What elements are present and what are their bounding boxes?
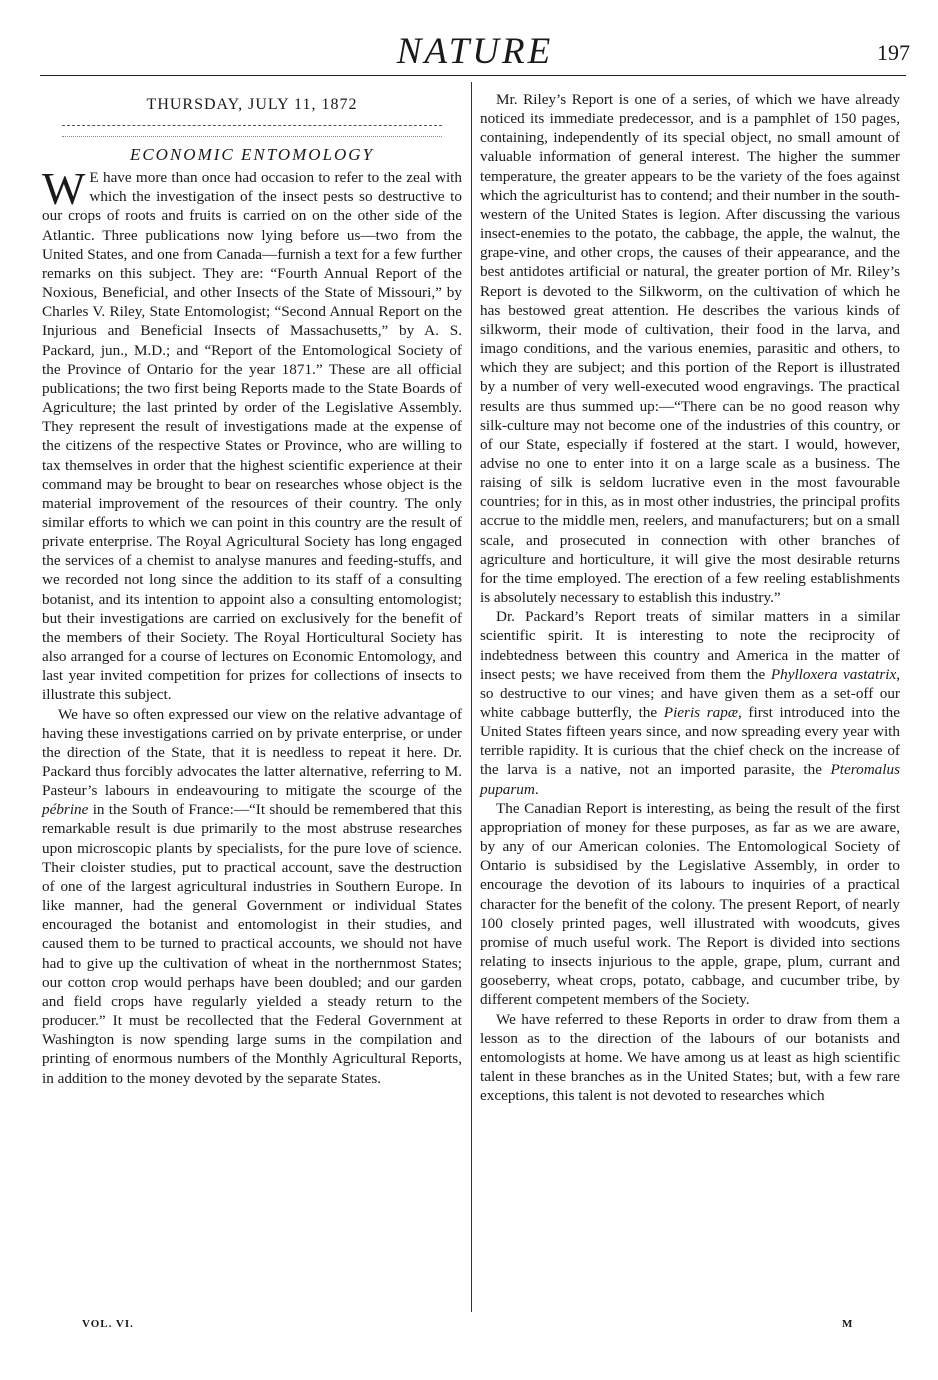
paragraph — [42, 705, 462, 1088]
italic-term: Phylloxera vastatrix — [770, 665, 897, 683]
paragraph — [480, 799, 900, 1010]
italic-term: Pieris rapæ — [663, 704, 738, 721]
paragraph — [480, 90, 900, 607]
paragraph-text: Dr. Packard’s Report treats of similar matters in a similar scientific spirit. It is interesting to note the reciprocity of indebtedness between this country and America in the matter of insect pests; we have received from them the — [480, 608, 900, 683]
header-rule — [40, 75, 906, 76]
signature-mark: M — [842, 1318, 853, 1330]
dateline-rule — [62, 125, 442, 137]
article-title: ECONOMIC ENTOMOLOGY — [129, 145, 375, 164]
paragraph — [480, 607, 900, 799]
paragraph-text: The Canadian Report is interesting, as being the result of the first appropriation of money for these purposes, as far as we are aware, by any of our American colonies. The Entomological Society of Ontario is subsidised by the Legislative Assembly, in order to encourage the devotion of its labours to inquiries of a practical character for the benefit of the colony. The present Report, of nearly 100 closely printed pages, well illustrated with woodcuts, gives promise of much useful work. The Report is divided into sections relating to insects injurious to the apple, grape, plum, currant and gooseberry, wheat crops, potato, cabbage, and cucumber tribe, by different competent members of the Society. — [480, 799, 900, 1009]
left-column — [42, 90, 462, 1088]
issue-dateline: THURSDAY, JULY 11, 1872 — [146, 96, 358, 113]
column-divider — [471, 82, 472, 1312]
paragraph-text: . — [534, 780, 539, 798]
masthead — [40, 30, 910, 74]
right-column — [480, 90, 900, 1105]
paragraph-text: , so destructive to our vines; and have given them as a set-off our white cabbage butterfly, the — [480, 665, 900, 721]
paragraph-text: E have more than once had occasion to refer to the zeal with which the investigation of the insect pests so destructive to our crops of roots and fruits is carried on on the other side of the Atlantic. Three publications now lying before us—two from the United States, and one from Canada—furnish a text for a few further remarks on this subject. They are: “Fourth Annual Report of the Noxious, Beneficial, and other Insects of the State of Missouri,” by Charles V. Riley, State Entomologist; “Second Annual Report on the Injurious and Beneficial Insects of Massachusetts,” by A. S. Packard, jun., M.D.; and “Report of the Entomological Society of the Province of Ontario for the year 1871.” These are all official publications; the two first being Reports made to the State Boards of Agriculture; the last printed by order of the Legislative Assembly. They represent the result of investigations made at the expense of the citizens of the respective States or Province, who are willing to tax themselves in order that the highest scientific experience at their command may be brought to bear on researches whose object is the material improvement of the resources of their country. The only similar efforts to which we can point in this country are the result of private enterprise. The Royal Agricultural Society has long engaged the services of a chemist to analyse manures and feeding-stuffs, and we recorded not long since the addition to its staff of a consulting botanist, and its intention to appoint also a consulting entomologist; but their investigations are carried on exclusively for the benefit of the members of their Society. The Royal Horticultural Society has also arranged for a course of lectures on Economic Entomology, and last year invited competition for prizes for collections of insects to illustrate this subject. — [42, 169, 462, 704]
paragraph-text: , first introduced into the United States fifteen years since, and now spreading every year with terrible rapidity. It is curious that the chief check on the increase of the larva is a native, not an imported parasite, the — [480, 704, 900, 779]
paragraph-text: We have referred to these Reports in order to draw from them a lesson as to the direction of the labours of our botanists and entomologists at home. We have among us at least as high scientific talent in these branches as in the United States; but, with a few rare exceptions, this talent is not devoted to researches which — [480, 1010, 900, 1105]
drop-cap: W — [42, 163, 86, 215]
journal-title: NATURE — [396, 31, 554, 72]
paragraph — [42, 163, 462, 704]
paragraph — [480, 1010, 900, 1106]
paragraph-text: We have so often expressed our view on the relative advantage of having these investigations carried on by private enterprise, or under the direction of the State, that it is needless to repeat it here. Dr. Packard thus forcibly advocates the latter alternative, referring to M. Pasteur’s labours in endeavouring to mitigate the scourge of the — [42, 705, 462, 800]
italic-term: pébrine — [42, 801, 89, 819]
volume-footer: VOL. VI. — [82, 1318, 134, 1330]
paragraph-text: Mr. Riley’s Report is one of a series, of which we have already noticed its immediate predecessor, and is a pamphlet of 150 pages, containing, independently of its special object, no small amount of valuable information of general interest. The higher the summer temperature, the greater appears to be the variety of the foes against which the agriculturist has to contend; and their number in the south-western of the United States is legion. After discussing the various insect-enemies to the potato, the cabbage, the apple, the walnut, the grape-vine, and other crops, the causes of their appearance, and the best antidotes artificial or natural, the greater portion of Mr. Riley’s Report is devoted to the Silkworm, on the cultivation of which he has bestowed great attention. He describes the various kinds of silkworm, their mode of cultivation, their food in the larva, and imago conditions, and the various enemies, parasitic and others, to which they are subject; and this portion of the Report is illustrated by a number of very well-executed wood engravings. The practical results are thus summed up:—“There can be no good reason why silk-culture may not become one of the industries of this country, or of our State, especially if fostered at the start. I would, however, advise no one to enter into it on a large scale as a business. The raising of silk is seldom lucrative even in the most favourable countries; for in this, as in most other industries, the principal profits accrue to the middle men, reelers, and manufacturers; but on a small scale, and prosecuted in connection with other branches of agriculture and horticulture, it will give the most desirable returns for the time employed. The erection of a few reeling establishments is absolutely necessary to establish this industry.” — [480, 91, 900, 607]
paragraph-text: in the South of France:—“It should be remembered that this remarkable result is due primarily to the most abstruse researches upon microscopic plants by specialists, for the pure love of science. Their cloister studies, put to practical account, save the destruction of one of the largest agricultural industries in Southern Europe. In like manner, had the general Government or individual States encouraged the botanist and entomologist in their studies, and caused them to be turned to practical accounts, we should not have had to give up the cultivation of wheat in the northernmost States; our cotton crop would perhaps have been doubled; and our garden and field crops have regularly yielded a steady return to the producer.” It must be recollected that the Federal Government at Washington is now spending large sums in the compilation and printing of enormous numbers of the Monthly Agricultural Reports, in addition to the money devoted by the separate States. — [42, 801, 462, 1087]
italic-term: Pteromalus puparum — [480, 761, 900, 798]
page-number: 197 — [877, 40, 910, 65]
